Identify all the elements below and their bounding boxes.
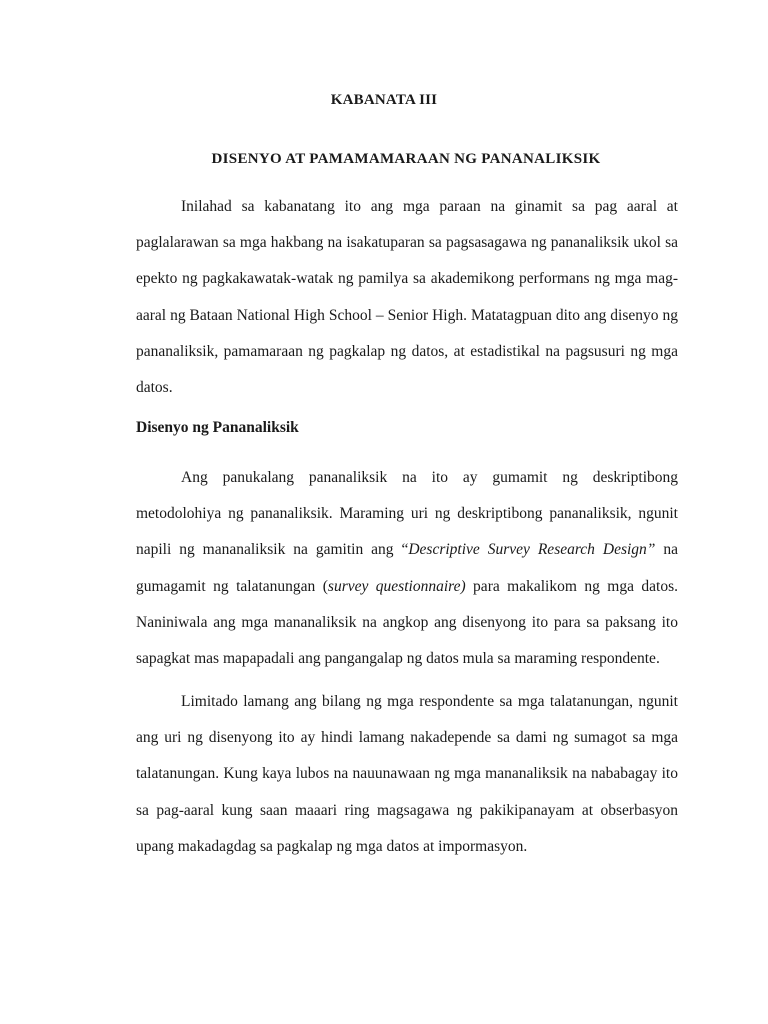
method-text-3: para makalikom ng mga datos. Naniniwala ang mga mananaliksik na angkop ang disenyong ito para sa paksang ito sapagkat mas mapapadali ang pangangalap ng datos mula sa maraming respondente. — [136, 577, 678, 668]
chapter-label: KABANATA III — [330, 92, 438, 108]
intro-paragraph: Inilahad sa kabanatang ito ang mga paraan na ginamit sa pag aaral at paglalarawan sa mga hakbang na isakatuparan sa pagsasagawa ng pananaliksik ukol sa epekto ng pagkakawatak-watak ng pamilya sa akademikong performans ng mga mag-aaral ng Bataan National High School – Senior High. Matatagpuan dito ang disenyo ng pananaliksik, pamamaraan ng pagkalap ng datos, at estadistikal na pagsusuri ng mga datos. — [136, 198, 678, 397]
design-name: Descriptive Survey Research Design” — [408, 541, 656, 559]
method-text-2: na gumagamit ng talatanungan ( — [136, 541, 678, 595]
chapter-title: DISENYO AT PAMAMAMARAAN NG PANANALIKSIK — [211, 151, 601, 167]
questionnaire-term: survey questionnaire) — [327, 577, 466, 595]
method-paragraph — [136, 460, 678, 677]
limitation-paragraph: Limitado lamang ang bilang ng mga respondente sa mga talatanungan, ngunit ang uri ng disenyong ito ay hindi lamang nakadepende sa dami ng sumagot sa mga talatanungan. Kung kaya lubos na nauunawaan ng mga mananaliksik na nababagay ito sa pag-aaral kung saan maaari ring magsagawa ng pakikipanayam at obserbasyon upang makadagdag sa pagkalap ng mga datos at impormasyon. — [136, 693, 678, 855]
method-text-1: Ang panukalang pananaliksik na ito ay gumamit ng deskriptibong metodolohiya ng pananaliksik. Maraming uri ng deskriptibong pananaliksik, ngunit napili ng mananaliksik na gamitin ang “ — [136, 469, 678, 559]
section-heading: Disenyo ng Pananaliksik — [136, 419, 299, 436]
